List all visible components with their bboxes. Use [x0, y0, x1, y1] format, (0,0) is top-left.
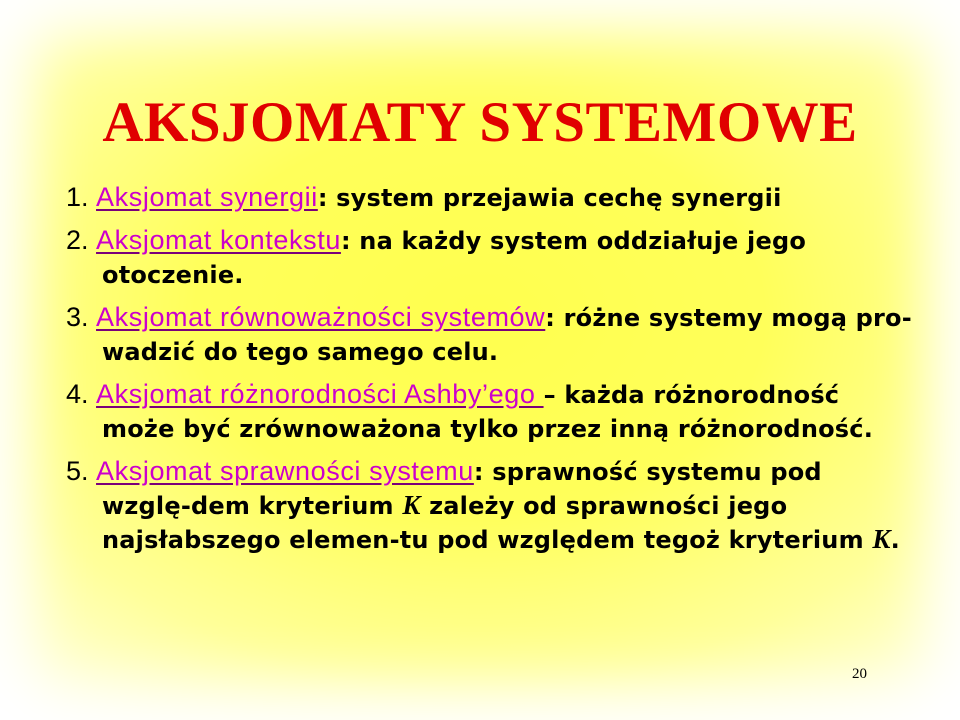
item-number: 5.	[66, 456, 97, 486]
item-text: zależy od sprawności jego najsłabszego elemen-tu pod względem tegoż kryterium	[102, 492, 873, 554]
list-item	[66, 181, 916, 215]
criterion-symbol: K	[872, 524, 891, 554]
axiom-link-context[interactable]: Aksjomat kontekstu	[96, 225, 341, 255]
list-item	[66, 455, 916, 557]
item-text: : system przejawia cechę synergii	[317, 184, 782, 212]
axiom-list	[66, 181, 916, 566]
list-item	[66, 378, 916, 446]
slide-title: AKSJOMATY SYSTEMOWE	[102, 91, 858, 154]
axiom-link-ashby[interactable]: Aksjomat różnorodności Ashby’ego	[96, 379, 544, 409]
axiom-link-efficiency[interactable]: Aksjomat sprawności systemu	[96, 456, 474, 486]
item-text: – każda różnorodność może być zrównoważona tylko przez inną różnorodność.	[102, 381, 874, 443]
item-number: 1.	[66, 182, 97, 212]
axiom-link-equifinality[interactable]: Aksjomat równoważności systemów	[96, 302, 546, 332]
item-number: 3.	[66, 302, 97, 332]
item-text: : różne systemy mogą pro-wadzić do tego samego celu.	[102, 304, 912, 366]
item-number: 2.	[66, 225, 97, 255]
criterion-symbol: K	[402, 490, 421, 520]
item-text: : na każdy system oddziałuje jego otoczenie.	[102, 227, 807, 289]
page-number: 20	[852, 666, 867, 682]
list-item	[66, 224, 916, 292]
item-number: 4.	[66, 379, 97, 409]
item-text: .	[890, 526, 900, 554]
item-text: : sprawność systemu pod wzglę-dem kryterium	[102, 458, 822, 520]
axiom-link-synergy[interactable]: Aksjomat synergii	[96, 182, 318, 212]
list-item	[66, 301, 916, 369]
